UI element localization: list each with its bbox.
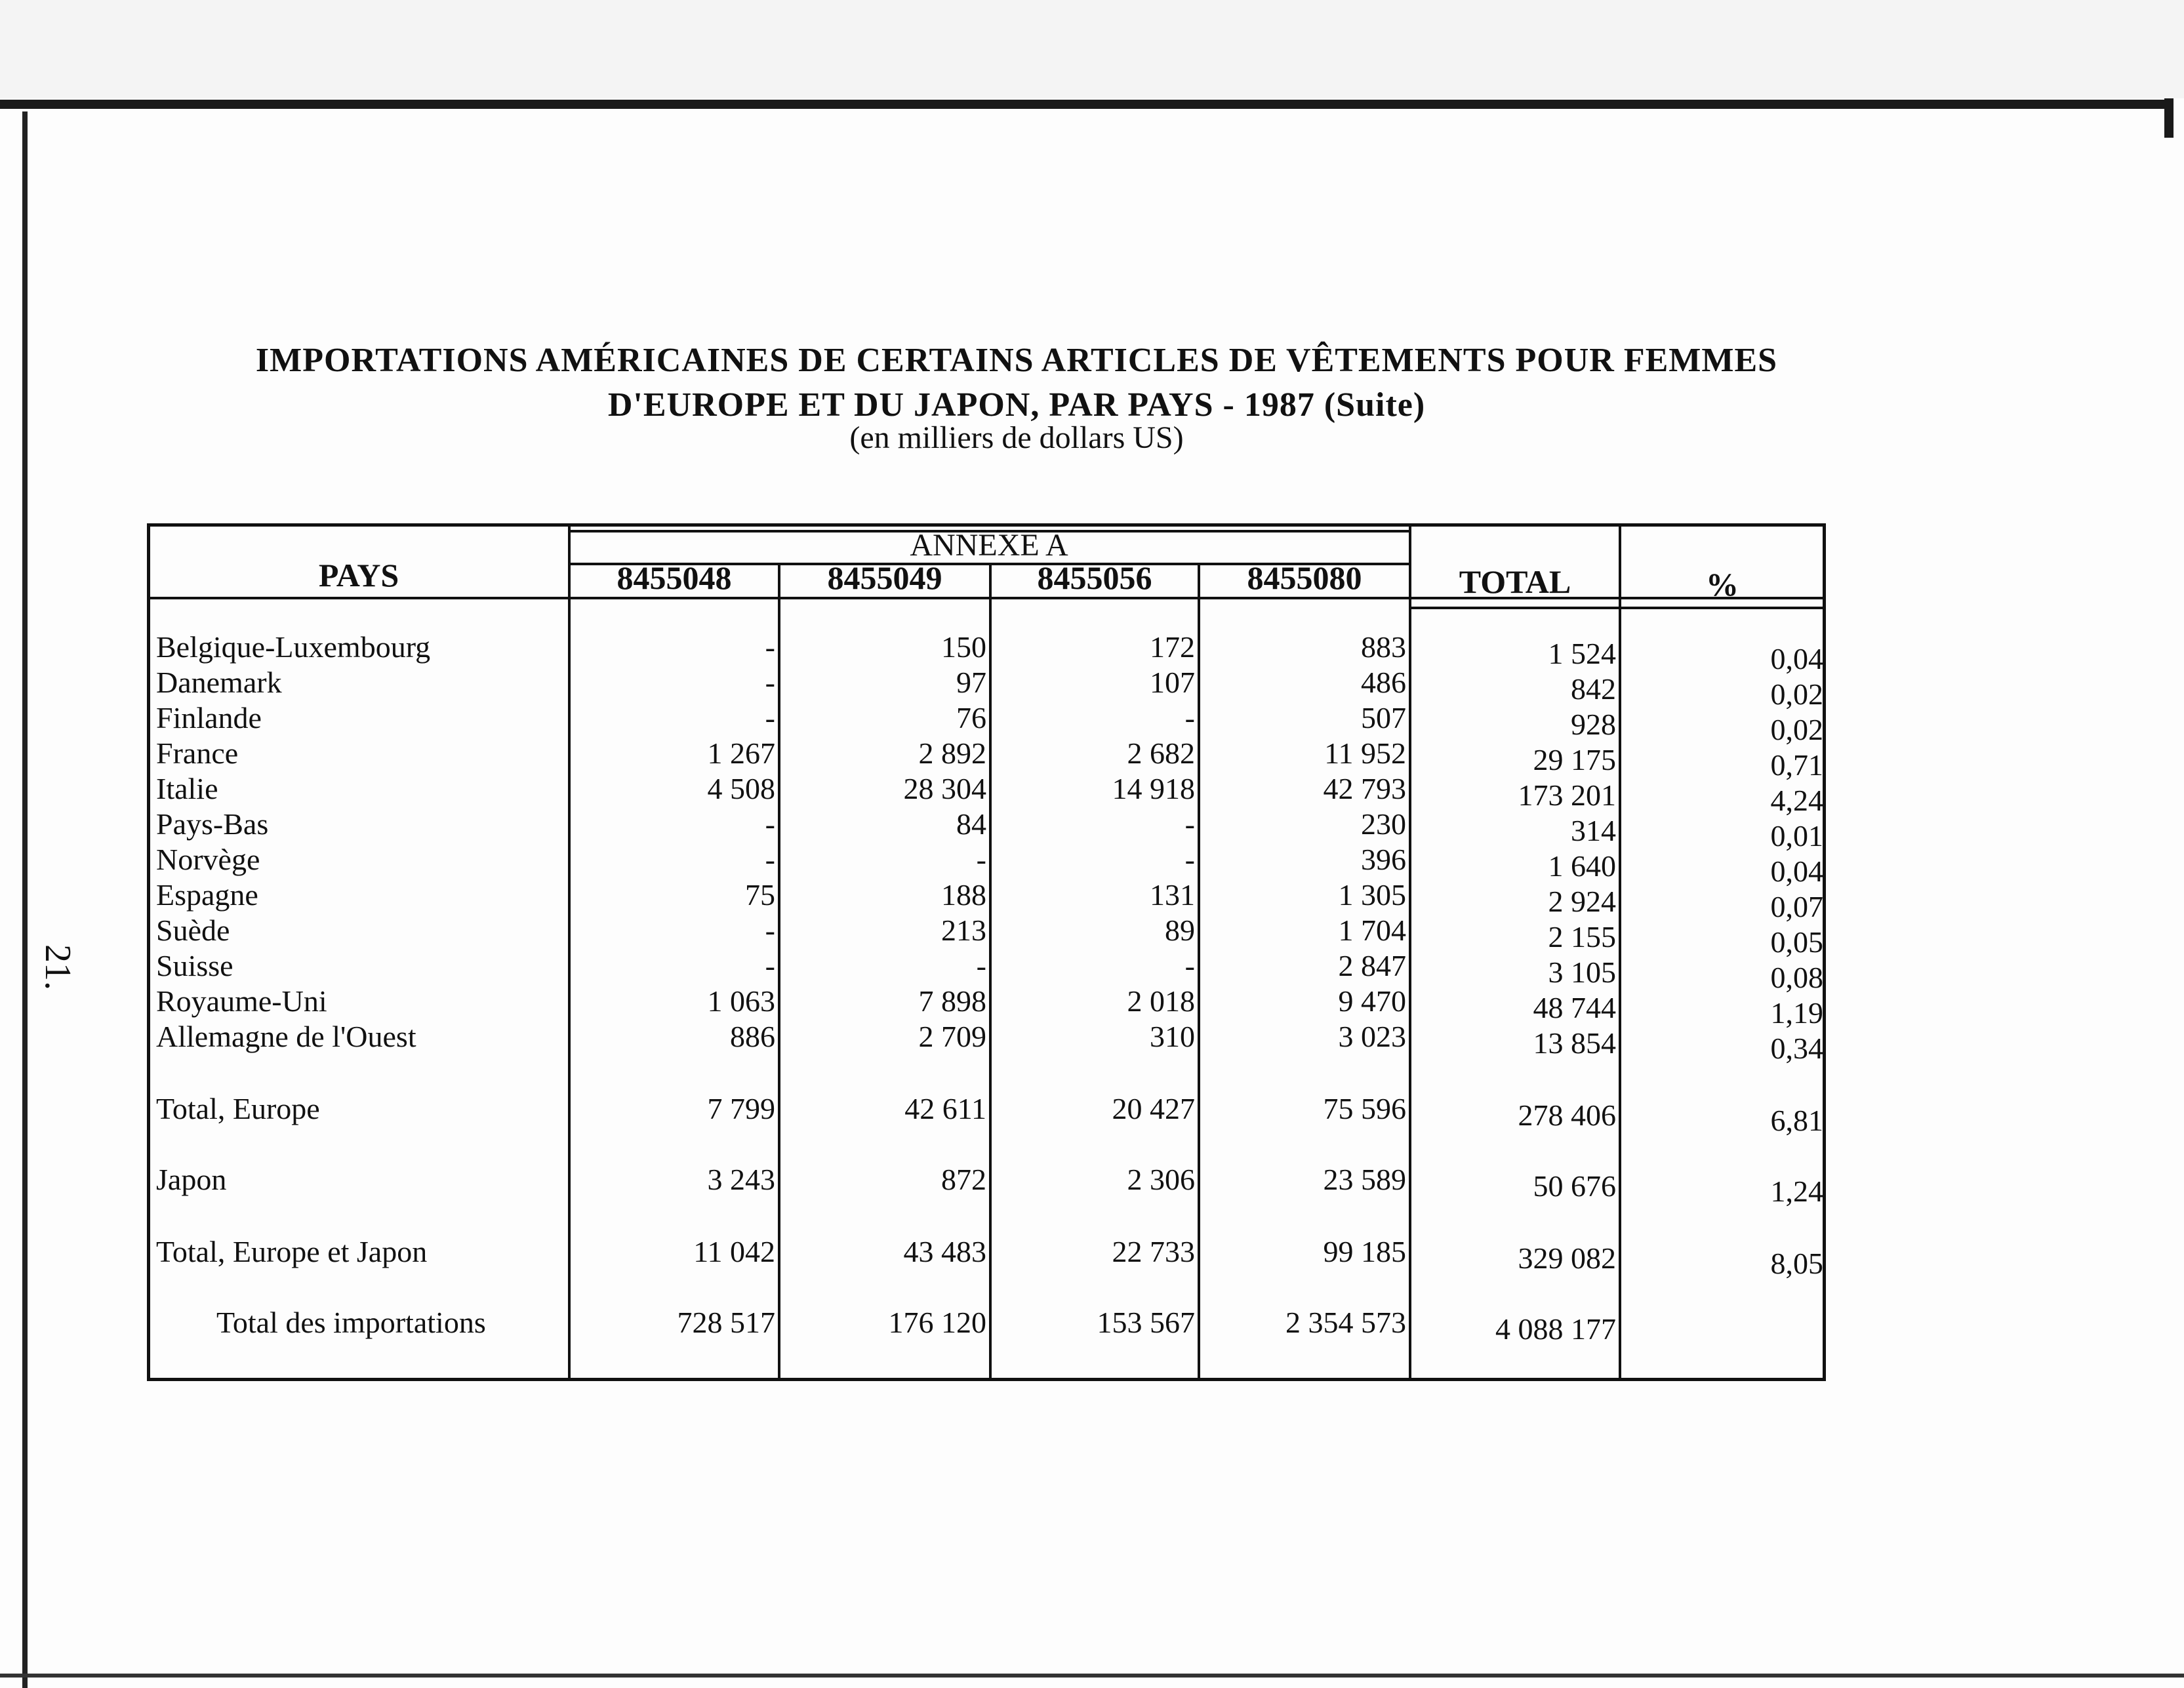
- summary-row-value-2: 42 611: [904, 1092, 986, 1125]
- summary-row-value-4: 2 354 573: [1285, 1306, 1406, 1339]
- code-header-1: 8455048: [617, 559, 732, 596]
- table-row-value-3: -: [1184, 807, 1195, 841]
- table-row-value-2: 28 304: [903, 772, 986, 805]
- table-row-total: 29 175: [1533, 743, 1616, 776]
- code-header-4: 8455080: [1247, 559, 1362, 596]
- table-row-value-1: 886: [730, 1020, 775, 1053]
- summary-row-value-1: 728 517: [677, 1306, 775, 1339]
- table-row-country: Suède: [156, 914, 230, 947]
- table-row-value-2: -: [976, 949, 986, 982]
- table-row-value-2: 150: [941, 630, 986, 664]
- table-row-percent: 0,07: [1770, 890, 1823, 923]
- table-row-total: 2 155: [1548, 920, 1616, 954]
- table-row-country: Norvège: [156, 843, 260, 876]
- subtitle: (en milliers de dollars US): [849, 420, 1184, 455]
- table-row-value-1: -: [765, 666, 775, 699]
- table-row-value-3: 172: [1150, 630, 1195, 664]
- table-row-country: Allemagne de l'Ouest: [156, 1020, 416, 1053]
- table-row-value-2: 188: [941, 878, 986, 912]
- summary-row-value-3: 20 427: [1112, 1092, 1195, 1125]
- code-header-3: 8455056: [1037, 559, 1152, 596]
- col-divider-3: [989, 563, 992, 1380]
- col-divider-1: [568, 525, 571, 1380]
- table-row-value-4: 230: [1361, 807, 1406, 841]
- summary-row-value-2: 872: [941, 1163, 986, 1196]
- table-row-value-1: -: [765, 807, 775, 841]
- table-row-total: 173 201: [1518, 778, 1616, 812]
- table-row-total: 314: [1571, 814, 1616, 847]
- table-row-total: 2 924: [1548, 885, 1616, 918]
- table-row-country: Belgique-Luxembourg: [156, 630, 431, 664]
- table-row-value-4: 1 704: [1338, 914, 1406, 947]
- title-line-1: IMPORTATIONS AMÉRICAINES DE CERTAINS ARTICLES DE VÊTEMENTS POUR FEMMES: [255, 342, 1778, 379]
- table-row-value-4: 396: [1361, 843, 1406, 876]
- table-row-value-1: 1 063: [707, 984, 775, 1018]
- summary-row-country: Japon: [156, 1163, 227, 1196]
- table-row-value-3: 107: [1150, 666, 1195, 699]
- table-row-country: Royaume-Uni: [156, 984, 327, 1018]
- col-divider-5: [1409, 525, 1411, 1380]
- code-header-2: 8455049: [827, 559, 942, 596]
- table-row-total: 842: [1571, 672, 1616, 706]
- table-row-percent: 1,19: [1770, 996, 1823, 1030]
- summary-row-value-4: 23 589: [1323, 1163, 1406, 1196]
- table-row-total: 48 744: [1533, 991, 1616, 1024]
- table-row-value-4: 507: [1361, 701, 1406, 734]
- table-row-value-3: 14 918: [1112, 772, 1195, 805]
- scan-top-border: [0, 100, 2164, 109]
- table-row-value-3: 131: [1150, 878, 1195, 912]
- page-number: 21.: [37, 944, 78, 990]
- summary-row-value-2: 176 120: [888, 1306, 986, 1339]
- summary-row-value-1: 11 042: [693, 1235, 775, 1268]
- table-row-value-2: 2 892: [918, 736, 986, 770]
- summary-row-value-1: 3 243: [707, 1163, 775, 1196]
- table-row-value-3: -: [1184, 701, 1195, 734]
- table-row-value-1: -: [765, 843, 775, 876]
- table-row-value-2: 2 709: [918, 1020, 986, 1053]
- title-line-2: D'EUROPE ET DU JAPON, PAR PAYS - 1987 (Suite): [607, 386, 1426, 424]
- table-row-country: Espagne: [156, 878, 258, 912]
- table-row-value-3: -: [1184, 949, 1195, 982]
- table-row-country: Pays-Bas: [156, 807, 269, 841]
- scan-left-border: [22, 111, 28, 1688]
- summary-row-country: Total des importations: [216, 1306, 486, 1339]
- table-row-percent: 0,02: [1770, 713, 1823, 746]
- table-row-total: 1 640: [1548, 849, 1616, 883]
- table-row-value-3: 2 682: [1127, 736, 1195, 770]
- summary-row-total: 278 406: [1518, 1098, 1616, 1132]
- table-row-value-3: -: [1184, 843, 1195, 876]
- table-row-percent: 0,04: [1770, 854, 1823, 888]
- scan-right-edge: [2164, 98, 2174, 138]
- table-row-value-2: 84: [956, 807, 986, 841]
- table-row-value-4: 3 023: [1338, 1020, 1406, 1053]
- table-row-value-3: 310: [1150, 1020, 1195, 1053]
- table-row-value-1: -: [765, 914, 775, 947]
- table-row-percent: 0,05: [1770, 925, 1823, 959]
- table-row-country: Danemark: [156, 666, 282, 699]
- table-row-value-4: 2 847: [1338, 949, 1406, 982]
- pays-header: PAYS: [318, 557, 399, 593]
- table-row-total: 13 854: [1533, 1026, 1616, 1060]
- summary-row-value-4: 75 596: [1323, 1092, 1406, 1125]
- summary-row-country: Total, Europe: [156, 1092, 320, 1125]
- table-row-value-2: 7 898: [918, 984, 986, 1018]
- scan-top-margin: [0, 0, 2184, 98]
- table-row-value-1: 4 508: [707, 772, 775, 805]
- table-row-value-4: 1 305: [1338, 878, 1406, 912]
- table-row-country: Italie: [156, 772, 218, 805]
- col-divider-6: [1619, 525, 1621, 1380]
- percent-header: %: [1706, 566, 1739, 603]
- table-row-value-1: 75: [745, 878, 775, 912]
- summary-row-value-3: 2 306: [1127, 1163, 1195, 1196]
- table-row-value-3: 89: [1165, 914, 1195, 947]
- table-row-value-3: 2 018: [1127, 984, 1195, 1018]
- table-row-percent: 0,34: [1770, 1032, 1823, 1065]
- table-row-percent: 0,01: [1770, 819, 1823, 853]
- summary-row-total: 329 082: [1518, 1241, 1616, 1275]
- summary-row-value-3: 22 733: [1112, 1235, 1195, 1268]
- col-divider-4: [1198, 563, 1200, 1380]
- summary-row-value-1: 7 799: [707, 1092, 775, 1125]
- table-row-value-1: -: [765, 630, 775, 664]
- table-row-country: Finlande: [156, 701, 262, 734]
- table-row-country: Suisse: [156, 949, 233, 982]
- table-row-value-4: 486: [1361, 666, 1406, 699]
- table-row-value-4: 883: [1361, 630, 1406, 664]
- table-row-value-2: 97: [956, 666, 986, 699]
- col-divider-2: [778, 563, 780, 1380]
- table-row-value-1: -: [765, 949, 775, 982]
- table-row-country: France: [156, 736, 239, 770]
- table-row-total: 1 524: [1548, 637, 1616, 670]
- summary-row-country: Total, Europe et Japon: [156, 1235, 428, 1268]
- table-row-value-1: 1 267: [707, 736, 775, 770]
- table-row-total: 3 105: [1548, 955, 1616, 989]
- table-row-total: 928: [1571, 708, 1616, 741]
- table-row-value-1: -: [765, 701, 775, 734]
- total-header: TOTAL: [1459, 563, 1571, 600]
- summary-row-percent: 8,05: [1770, 1247, 1823, 1280]
- scan-bottom-border: [0, 1674, 2184, 1678]
- summary-row-value-2: 43 483: [903, 1235, 986, 1268]
- table-row-value-2: 76: [956, 701, 986, 734]
- table-row-percent: 0,04: [1770, 642, 1823, 675]
- table-row-value-4: 11 952: [1324, 736, 1406, 770]
- summary-row-total: 4 088 177: [1495, 1312, 1616, 1346]
- table-row-percent: 0,08: [1770, 961, 1823, 994]
- summary-row-value-3: 153 567: [1097, 1306, 1195, 1339]
- summary-row-total: 50 676: [1533, 1169, 1616, 1203]
- annexe-header: ANNEXE A: [910, 528, 1068, 563]
- table-row-percent: 0,02: [1770, 677, 1823, 711]
- summary-row-percent: 6,81: [1770, 1104, 1823, 1137]
- summary-row-value-4: 99 185: [1323, 1235, 1406, 1268]
- table-row-value-4: 9 470: [1338, 984, 1406, 1018]
- table-row-value-2: -: [976, 843, 986, 876]
- table-row-value-2: 213: [941, 914, 986, 947]
- table-row-value-4: 42 793: [1323, 772, 1406, 805]
- table-row-percent: 4,24: [1770, 784, 1823, 817]
- table-row-percent: 0,71: [1770, 748, 1823, 782]
- summary-row-percent: 1,24: [1770, 1175, 1823, 1208]
